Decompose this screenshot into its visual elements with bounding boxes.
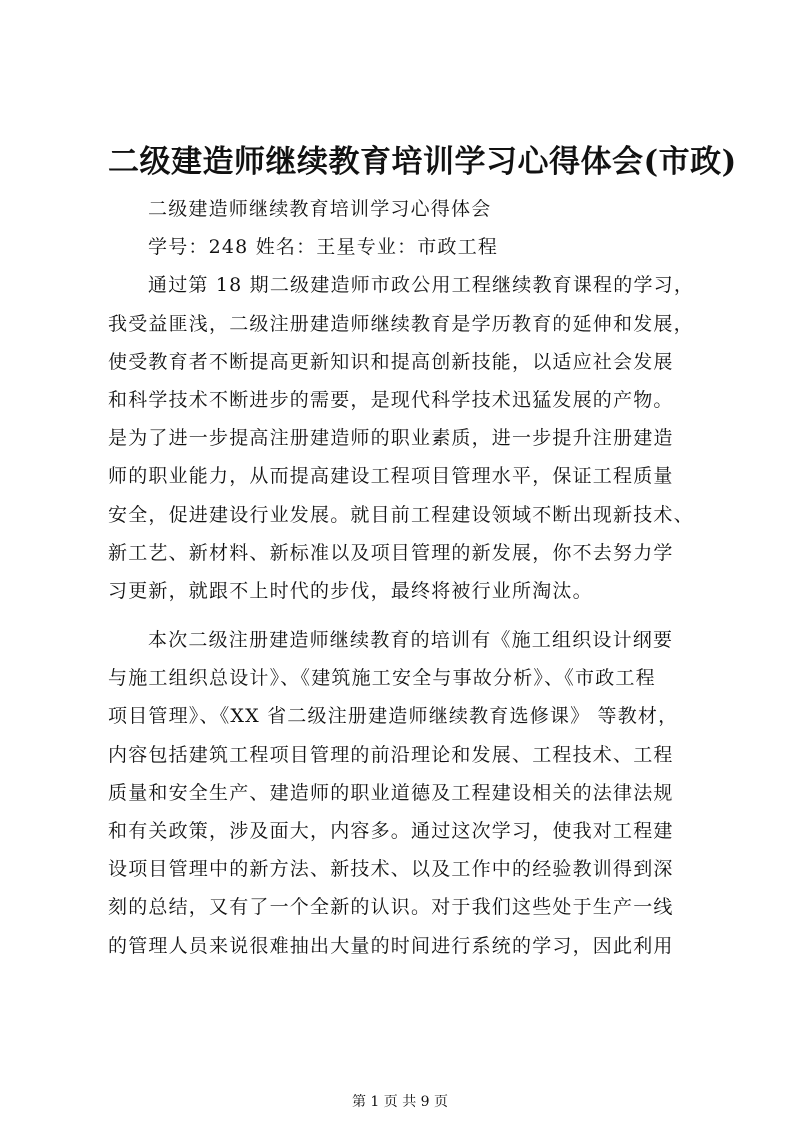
student-info-line: 学号：248 姓名：王星专业：市政工程 [148,236,499,259]
paragraph-line: 习更新，就跟不上时代的步伐，最终将被行业所淘汰。 [108,579,593,602]
paragraph-line: 刻的总结，又有了一个全新的认识。对于我们这些处于生产一线 [108,896,674,919]
paragraph-line: 质量和安全生产、建造师的职业道德及工程建设相关的法律法规 [108,781,674,804]
paragraph-2 [108,621,712,965]
page-number-footer: 第 1 页 共 9 页 [351,1094,449,1110]
paragraph-line: 使受教育者不断提高更新知识和提高创新技能，以适应社会发展 [108,350,674,373]
paragraph-line: 是为了进一步提高注册建造师的职业素质，进一步提升注册建造 [108,427,674,450]
paragraph-line: 和有关政策，涉及面大，内容多。通过这次学习，使我对工程建 [108,820,674,842]
paragraph-line: 和科学技术不断进步的需要，是现代科学技术迅猛发展的产物。 [108,388,674,411]
paragraph-1 [108,266,712,610]
paragraph-line: 本次二级注册建造师继续教育的培训有《施工组织设计纲要 [148,629,674,652]
document-body [108,190,712,965]
paragraph-line: 项目管理》、《XX 省二级注册建造师继续教育选修课》 等教材， [108,705,679,728]
paragraph-line: 安全，促进建设行业发展。就目前工程建设领域不断出现新技术、 [108,503,694,526]
paragraph-line: 师的职业能力，从而提高建设工程项目管理水平，保证工程质量 [108,465,674,488]
paragraph-line: 通过第 18 期二级建造师市政公用工程继续教育课程的学习， [148,274,695,297]
paragraph-line: 与施工组织总设计》、《建筑施工安全与事故分析》、《市政工程 [108,667,656,690]
paragraph-spacer [108,610,712,621]
paragraph-line: 的管理人员来说很难抽出大量的时间进行系统的学习，因此利用 [108,934,674,957]
document-title: 二级建造师继续教育培训学习心得体会(市政) [108,144,737,180]
document-subtitle: 二级建造师继续教育培训学习心得体会 [148,198,492,220]
paragraph-line: 内容包括建筑工程项目管理的前沿理论和发展、工程技术、工程 [108,743,674,766]
paragraph-line: 新工艺、新材料、新标准以及项目管理的新发展，你不去努力学 [108,541,674,564]
paragraph-line: 设项目管理中的新方法、新技术、以及工作中的经验教训得到深 [108,858,674,881]
paragraph-line: 我受益匪浅，二级注册建造师继续教育是学历教育的延伸和发展， [108,312,694,335]
